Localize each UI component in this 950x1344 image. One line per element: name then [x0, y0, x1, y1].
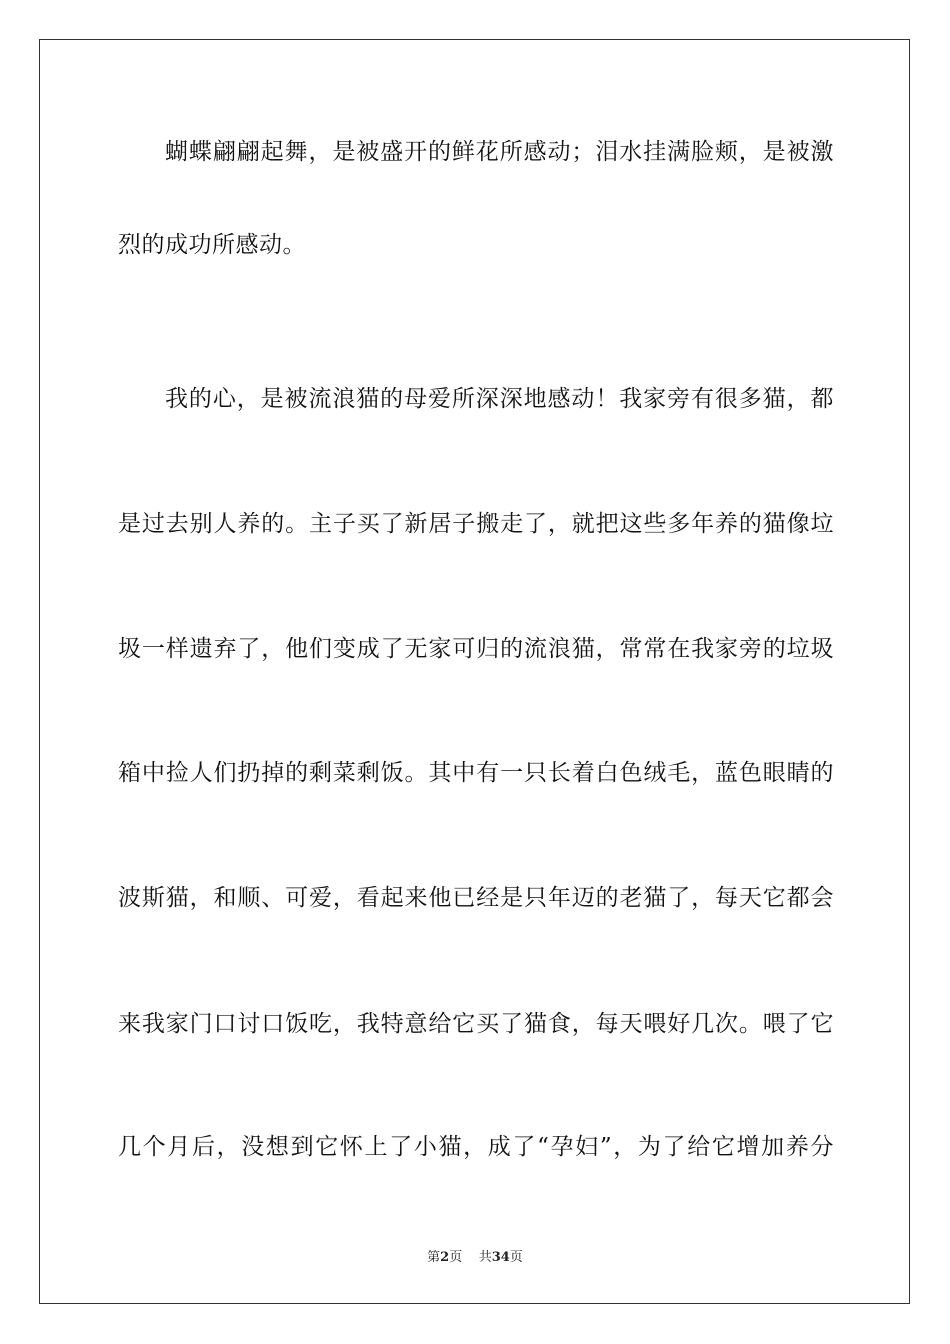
total-prefix: 共	[478, 1250, 492, 1265]
paragraph-1-line-2: 烈的成功所感动。	[118, 232, 306, 258]
paragraph-2-line-2: 是过去别人养的。主子买了新居子搬走了，就把这些多年养的猫像垃	[118, 511, 834, 537]
paragraph-2-line-1: 我的心，是被流浪猫的母爱所深深地感动！我家旁有很多猫，都	[165, 386, 834, 412]
total-pages: 34	[491, 1250, 510, 1265]
paragraph-1-line-1: 蝴蝶翩翩起舞，是被盛开的鲜花所感动；泪水挂满脸颊，是被激	[165, 139, 834, 165]
page-suffix: 页	[449, 1250, 463, 1265]
page-prefix: 第	[427, 1250, 441, 1265]
paragraph-2-line-6: 来我家门口讨口饭吃，我特意给它买了猫食，每天喂好几次。喂了它	[118, 1011, 834, 1037]
paragraph-2-line-3: 圾一样遗弃了，他们变成了无家可归的流浪猫，常常在我家旁的垃圾	[118, 636, 834, 662]
paragraph-2-line-7: 几个月后，没想到它怀上了小猫，成了“孕妇”，为了给它增加养分	[118, 1134, 834, 1160]
total-suffix: 页	[509, 1250, 523, 1265]
page-number: 2	[440, 1250, 450, 1265]
page-footer	[0, 1249, 950, 1267]
paragraph-2-line-4: 箱中捡人们扔掉的剩菜剩饭。其中有一只长着白色绒毛，蓝色眼睛的	[118, 760, 834, 786]
paragraph-2-line-5: 波斯猫，和顺、可爱，看起来他已经是只年迈的老猫了，每天它都会	[118, 885, 834, 911]
